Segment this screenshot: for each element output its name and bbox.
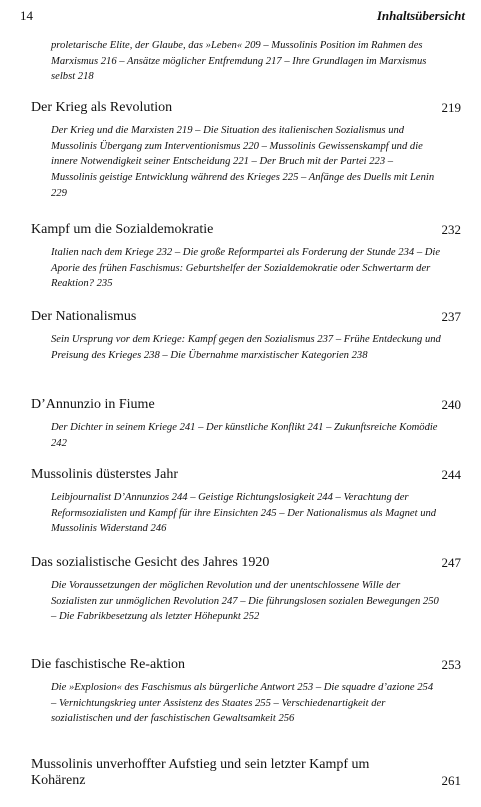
- entry-page: 253: [441, 657, 461, 672]
- entry-title: Das sozialistische Gesicht des Jahres 1920: [31, 555, 270, 570]
- entry-title-wrap: [31, 757, 461, 789]
- entry-description: Der Krieg und die Marxisten 219 – Die Situation des italienischen Sozialismus und Mussolinis Übergang zum Interventionismus 220 – Mussolinis Gewissenskampf und die innere Notwendigkeit seiner Entscheidung 221 – Der Bruch mit der Partei 223 – Mussolinis geistige Entwicklung während des Krieges 225 – Anfänge des Duells mit Lenin 229: [51, 125, 435, 199]
- entry-title: Der Nationalismus: [31, 309, 137, 324]
- page-number: 14: [20, 8, 33, 23]
- toc-entry: [31, 397, 461, 451]
- entry-page: 219: [441, 100, 461, 115]
- entry-title-wrap: [31, 100, 461, 116]
- toc-entry: [31, 657, 461, 727]
- entry-title: Mussolinis düsterstes Jahr: [31, 467, 178, 482]
- toc-entry: [31, 757, 461, 789]
- entry-page: 240: [441, 397, 461, 412]
- entry-page: 237: [441, 309, 461, 324]
- entry-page: 247: [441, 555, 461, 570]
- entry-title: Kampf um die Sozialdemokratie: [31, 222, 214, 237]
- entry-page: 244: [441, 467, 461, 482]
- entry-title-wrap: [31, 467, 461, 483]
- running-title: Inhaltsübersicht: [376, 8, 465, 23]
- entry-title-wrap: [31, 309, 461, 325]
- entry-description: Der Dichter in seinem Kriege 241 – Der künstliche Konflikt 241 – Zukunftsreiche Komödie 242: [51, 422, 438, 449]
- entry-title-wrap: [31, 222, 461, 238]
- entry-title: Der Krieg als Revolution: [31, 100, 173, 115]
- toc-entry: [31, 555, 461, 625]
- toc-entry: [31, 309, 461, 363]
- entry-page: 232: [441, 222, 461, 237]
- toc-entry: [31, 100, 461, 202]
- entry-description: Italien nach dem Kriege 232 – Die große Reformpartei als Forderung der Stunde 234 – Die Aporie des frühen Faschismus: Geburtshelfer der Sozialdemokratie oder Schwertarm der Reaktion? 235: [51, 247, 441, 290]
- toc-entry: [31, 467, 461, 537]
- entry-title-wrap: [31, 657, 461, 673]
- toc-entry: [31, 222, 461, 292]
- entry-description: Leibjournalist D’Annunzios 244 – Geistige Richtungslosigkeit 244 – Verachtung der Reformsozialisten und Kampf für ihre Einsichten 245 – Der Nationalismus als Magnet und Mussolinis Widerstand 246: [51, 492, 437, 535]
- entry-title-wrap: [31, 555, 461, 571]
- page-header: [20, 8, 465, 24]
- continuation-text: proletarische Elite, der Glaube, das »Leben« 209 – Mussolinis Position im Rahmen des Marxismus 216 – Ansätze möglicher Entfremdung 217 – Ihre Grundlagen im Marxismus selbst 218: [51, 40, 427, 83]
- entry-title: D’Annunzio in Fiume: [31, 397, 155, 412]
- entry-title: Die faschistische Re-aktion: [31, 657, 185, 672]
- entry-title: Mussolinis unverhoffter Aufstieg und sein letzter Kampf um Kohärenz: [31, 757, 370, 788]
- entry-title-wrap: [31, 397, 461, 413]
- entry-description: Die »Explosion« des Faschismus als bürgerliche Antwort 253 – Die squadre d’azione 254 – Vernichtungskrieg unter Assistenz des Staates 255 – Verschiedenartigkeit der sozialistischen und der faschistischen Gewaltsamkeit 256: [51, 682, 434, 725]
- entry-description: Die Voraussetzungen der möglichen Revolution und der unentschlossene Wille der Sozialisten zur unmöglichen Revolution 247 – Die führungslosen sozialen Bewegungen 250 – Die Fabrikbesetzung als letzter Höhepunkt 252: [51, 580, 439, 623]
- entry-description: Sein Ursprung vor dem Kriege: Kampf gegen den Sozialismus 237 – Frühe Entdeckung und Preisung des Krieges 238 – Die Übernahme marxistischer Kategorien 238: [51, 334, 441, 361]
- entry-page: 261: [441, 773, 461, 788]
